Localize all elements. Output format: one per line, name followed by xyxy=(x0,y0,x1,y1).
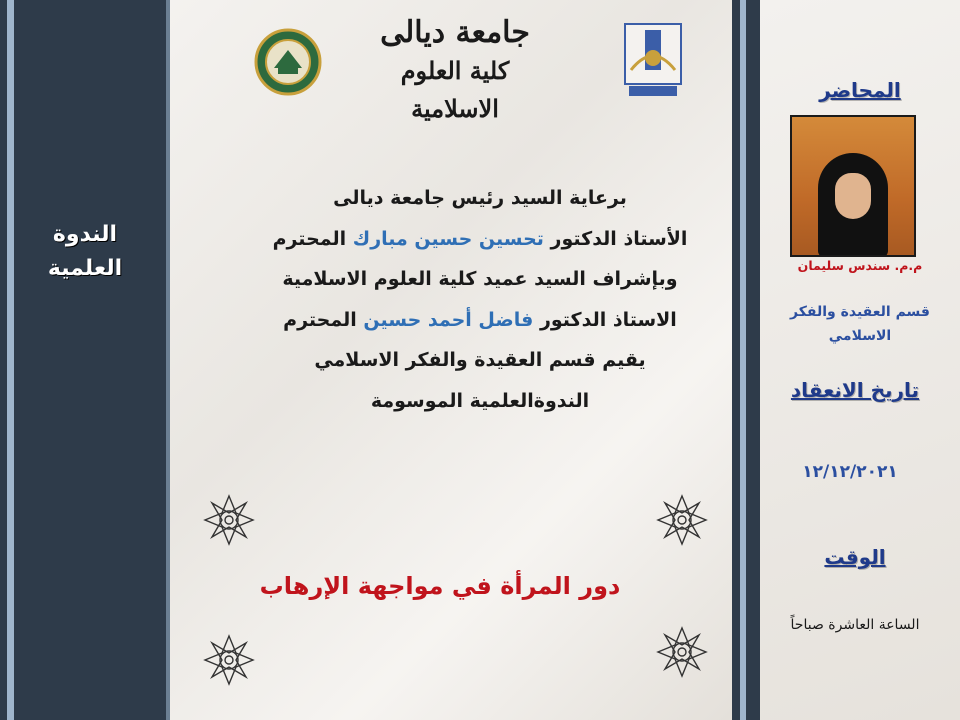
sponsorship-text xyxy=(250,178,710,421)
right-border xyxy=(732,0,760,720)
intro-title: الاستاذ الدكتور xyxy=(539,308,677,331)
college-seal-icon xyxy=(254,28,322,96)
intro-line: وبإشراف السيد عميد كلية العلوم الاسلامية xyxy=(282,268,678,290)
islamic-star-ornament-icon xyxy=(203,494,255,546)
islamic-star-ornament-icon xyxy=(656,494,708,546)
intro-line xyxy=(250,219,710,260)
date-heading: تاريخ الانعقاد xyxy=(790,378,920,402)
islamic-star-ornament-icon xyxy=(656,626,708,678)
dean-name: فاضل أحمد حسين xyxy=(363,308,534,331)
right-info-panel xyxy=(760,0,960,720)
photo-face xyxy=(835,173,871,219)
time-value: الساعة العاشرة صباحاً xyxy=(790,617,920,633)
intro-line: يقيم قسم العقيدة والفكر الاسلامي xyxy=(314,349,646,371)
left-sidebar xyxy=(0,0,166,720)
president-name: تحسين حسين مبارك xyxy=(352,227,544,250)
intro-honorific: المحترم xyxy=(283,308,357,331)
sidebar-stripe xyxy=(7,0,14,720)
wordmark-college: كلية العلوم الاسلامية xyxy=(400,56,510,123)
lecturer-photo xyxy=(790,115,916,257)
lecturer-heading: المحاضر xyxy=(819,78,901,102)
wordmark-university: جامعة ديالى xyxy=(380,15,530,50)
islamic-star-ornament-icon xyxy=(203,634,255,686)
university-of-diyala-logo-icon xyxy=(623,22,683,100)
seminar-topic: دور المرأة في مواجهة الإرهاب xyxy=(259,572,621,600)
college-wordmark xyxy=(362,14,548,123)
time-heading: الوقت xyxy=(824,545,886,569)
border-stripe xyxy=(740,0,746,720)
intro-honorific: المحترم xyxy=(272,227,347,250)
lecturer-name: م.م. سندس سليمان xyxy=(797,258,923,273)
intro-title: الأستاذ الدكتور xyxy=(550,227,688,250)
seminar-label: الندوة العلمية xyxy=(47,222,123,282)
intro-line: برعاية السيد رئيس جامعة ديالى xyxy=(333,187,627,209)
intro-line xyxy=(250,300,710,341)
department-name: قسم العقيدة والفكر الاسلامي xyxy=(790,304,930,344)
intro-line: الندوةالعلمية الموسومة xyxy=(370,389,590,412)
date-value: ١٢/١٢/٢٠٢١ xyxy=(802,462,898,482)
